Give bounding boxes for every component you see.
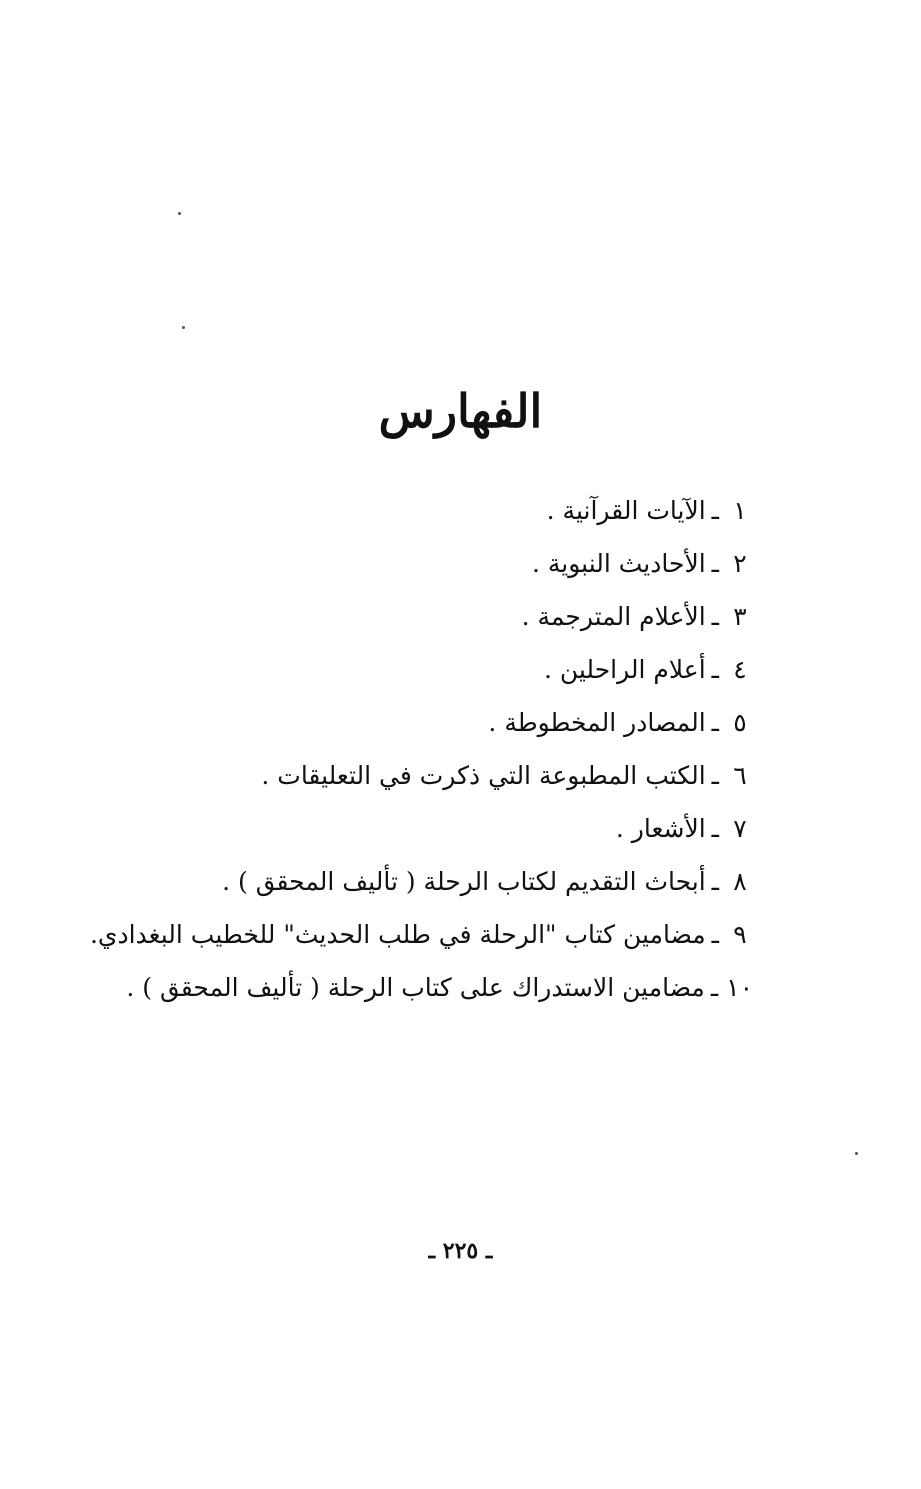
item-number: ٦ bbox=[733, 761, 747, 790]
item-text: الآيات القرآنية . bbox=[546, 496, 706, 525]
item-text: مضامين الاستدراك على كتاب الرحلة ( تأليف المحقق ) . bbox=[126, 973, 705, 1002]
item-dash: ـ bbox=[711, 867, 719, 896]
item-dash: ـ bbox=[711, 814, 719, 843]
item-number: ٤ bbox=[733, 655, 747, 684]
item-text: الأعلام المترجمة . bbox=[521, 602, 706, 631]
item-number: ٧ bbox=[733, 814, 747, 843]
item-number: ٢ bbox=[733, 549, 747, 578]
list-item bbox=[89, 908, 753, 961]
list-item bbox=[113, 696, 753, 749]
item-dash: ـ bbox=[711, 708, 719, 737]
item-dash: ـ bbox=[711, 549, 719, 578]
item-number: ٨ bbox=[733, 867, 747, 896]
item-number: ٣ bbox=[733, 602, 747, 631]
item-number: ٥ bbox=[733, 708, 747, 737]
item-text: الكتب المطبوعة التي ذكرت في التعليقات . bbox=[261, 761, 706, 790]
item-dash: ـ bbox=[711, 761, 719, 790]
list-item bbox=[113, 961, 753, 1014]
item-number: ٩ bbox=[733, 920, 747, 949]
item-number: ١٠ bbox=[726, 973, 753, 1002]
scan-speck bbox=[182, 326, 185, 329]
list-item bbox=[113, 484, 753, 537]
item-text: مضامين كتاب "الرحلة في طلب الحديث" للخطيب البغدادي. bbox=[89, 920, 706, 949]
page-number: ـ ٢٢٥ ـ bbox=[428, 1238, 493, 1264]
item-dash: ـ bbox=[711, 655, 719, 684]
list-item bbox=[113, 855, 753, 908]
scan-speck bbox=[178, 212, 181, 215]
item-dash: ـ bbox=[710, 973, 719, 1002]
scan-speck bbox=[855, 1152, 858, 1155]
list-item bbox=[113, 643, 753, 696]
index-list bbox=[89, 484, 753, 1014]
list-item bbox=[113, 802, 753, 855]
page-title: الفهارس bbox=[378, 383, 543, 438]
item-dash: ـ bbox=[711, 602, 719, 631]
item-text: الأشعار . bbox=[615, 814, 706, 843]
item-text: أعلام الراحلين . bbox=[543, 655, 706, 684]
item-text: المصادر المخطوطة . bbox=[488, 708, 706, 737]
item-number: ١ bbox=[733, 496, 747, 525]
list-item bbox=[113, 590, 753, 643]
list-item bbox=[113, 749, 753, 802]
item-text: أبحاث التقديم لكتاب الرحلة ( تأليف المحقق ) . bbox=[222, 867, 706, 896]
item-text: الأحاديث النبوية . bbox=[531, 549, 706, 578]
list-item bbox=[113, 537, 753, 590]
item-dash: ـ bbox=[711, 496, 719, 525]
item-dash: ـ bbox=[711, 920, 719, 949]
